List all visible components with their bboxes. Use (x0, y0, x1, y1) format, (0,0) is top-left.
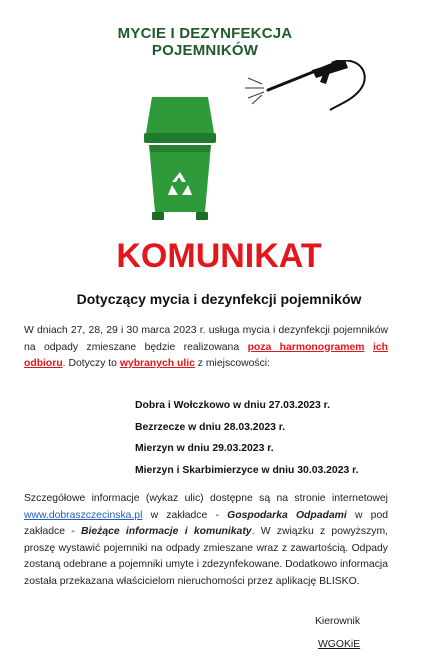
date-item: Bezrzecze w dniu 28.03.2023 r. (135, 421, 286, 433)
header-title-line2: POJEMNIKÓW (151, 42, 259, 59)
p1-text-a: W dniach 27, 28, 29 i 30 marca 2023 r. usługa mycia i dezynfekcji pojemników na odpady zmieszane będzie realizowana (24, 325, 388, 353)
p2-text-a: Szczegółowe informacje (wykaz ulic) dostępne są na stronie internetowej (24, 493, 388, 504)
header-title-line1: MYCIE I DEZYNFEKCJA (117, 25, 293, 42)
date-item: Dobra i Wołczkowo w dniu 27.03.2023 r. (135, 400, 330, 411)
p2-section-name: Gospodarka Odpadami (227, 509, 347, 521)
p1-highlight-collection: ich odbioru (24, 341, 388, 369)
website-link[interactable]: www.dobraszczecinska.pl (24, 509, 143, 521)
p2-text-b: w zakładce - (142, 509, 228, 521)
p1-text-c: z miejscowości: (194, 358, 270, 369)
p2-text-c: w pod zakładce - (24, 509, 389, 537)
signature-unit: WGOKiE (318, 639, 361, 650)
signature-role: Kierownik (315, 616, 361, 627)
date-list (135, 395, 359, 482)
p1-highlight-streets: wybranych ulic (119, 358, 195, 369)
header-title (100, 25, 310, 59)
date-item: Mierzyn w dniu 29.03.2023 r. (135, 443, 274, 455)
p1-text-b: . Dotyczy to (62, 358, 120, 369)
p1-highlight-schedule: poza harmonogramem (247, 341, 365, 353)
illustration (0, 60, 438, 230)
p1-space (365, 342, 373, 353)
recycle-bin-icon (144, 97, 216, 220)
notice-paragraph-1 (24, 323, 388, 373)
date-item: Mierzyn i Skarbimierzyce w dniu 30.03.2023 r. (135, 465, 359, 477)
pressure-washer-icon (245, 60, 365, 110)
p2-text-d: . W związku z powyższym, proszę wystawić pojemniki na odpady zmieszane wraz z zawartością. Odpady zostaną odebrane a pojemniki umyte i zdezynfekowane. Dodatkowo informacja została przekazana właścicielom nieruchomości przez aplikację BLISKO. (24, 526, 388, 587)
p2-subsection-name: Bieżące informacje i komunikaty (80, 526, 252, 537)
notice-subtitle: Dotyczący mycia i dezynfekcji pojemników (76, 291, 362, 307)
notice-heading: KOMUNIKAT (116, 237, 322, 275)
notice-paragraph-2 (24, 491, 388, 590)
